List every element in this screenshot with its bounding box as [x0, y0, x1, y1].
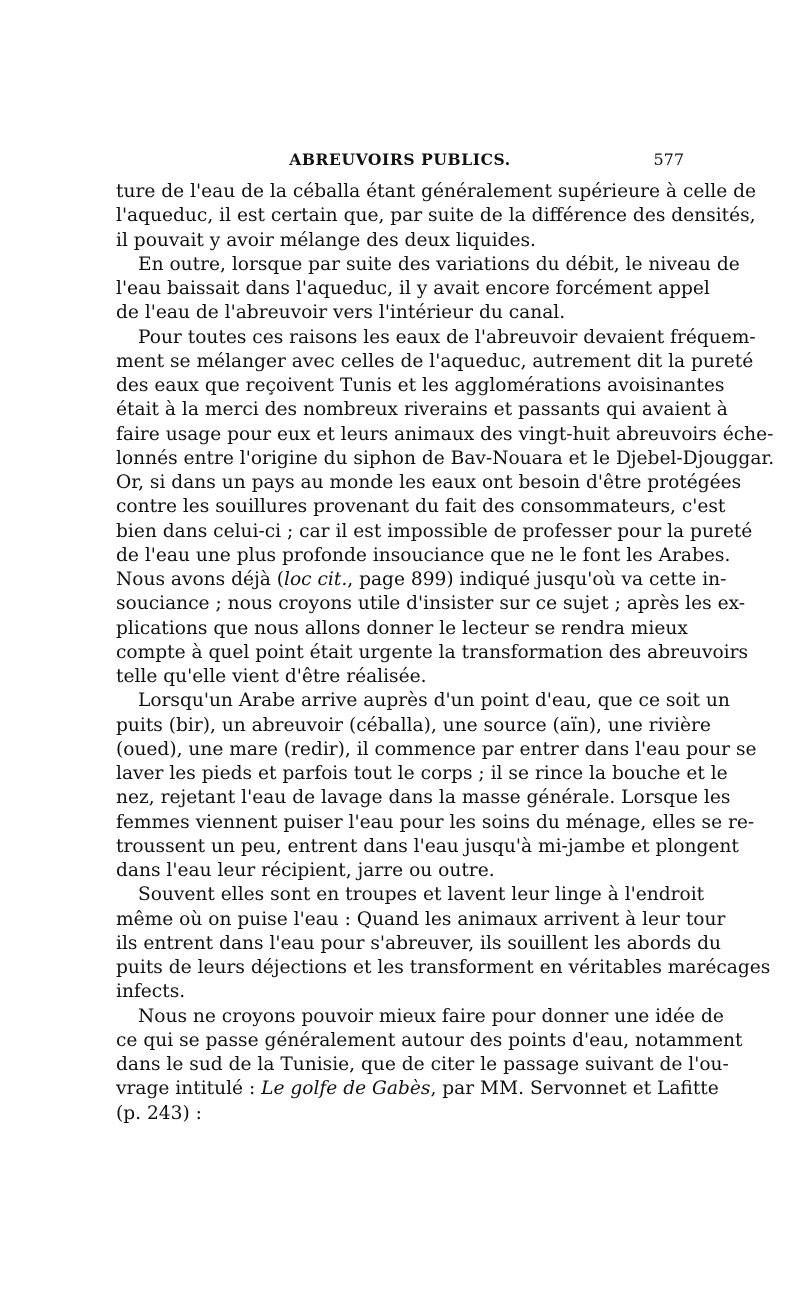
text-line: faire usage pour eux et leurs animaux des vingt-huit abreuvoirs éche- — [116, 423, 774, 445]
paragraph — [116, 180, 757, 253]
text-line: troussent un peu, entrent dans l'eau jusqu'à mi-jambe et plongent — [116, 835, 739, 857]
text-line: même où on puise l'eau : Quand les animaux arrivent à leur tour — [116, 908, 726, 930]
paragraph — [116, 326, 775, 690]
text-line: Or, si dans un pays au monde les eaux ont besoin d'être protégées — [116, 472, 742, 493]
text-line: telle qu'elle vient d'être réalisée. — [116, 666, 427, 687]
text-line: des eaux que reçoivent Tunis et les agglomérations avoisinantes — [116, 375, 725, 396]
text-line: il pouvait y avoir mélange des deux liquides. — [116, 229, 536, 251]
text-line: (oued), une mare (redir), il commence par entrer dans l'eau pour se — [116, 738, 757, 760]
text-line: infects. — [116, 981, 186, 1003]
text-line: (p. 243) : — [116, 1102, 202, 1124]
text-line: ils entrent dans l'eau pour s'abreuver, ils souillent les abords du — [116, 932, 722, 954]
text-line: puits (bir), un abreuvoir (céballa), une source (aïn), une rivière — [116, 714, 711, 736]
text-line: puits de leurs déjections et les transforment en véritables marécages — [116, 957, 771, 978]
text-line: souciance ; nous croyons utile d'insister sur ce sujet ; après les ex- — [116, 593, 746, 615]
page-header — [116, 148, 684, 174]
paragraph — [116, 1005, 743, 1126]
text-line: plications que nous allons donner le lecteur se rendra mieux — [116, 617, 688, 639]
page-number: 577 — [653, 150, 684, 169]
running-head: ABREUVOIRS PUBLICS. — [289, 150, 511, 169]
text-line: Pour toutes ces raisons les eaux de l'abreuvoir devaient fréquem- — [138, 326, 756, 348]
text-line: ment se mélanger avec celles de l'aqueduc, autrement dit la pureté — [116, 350, 754, 372]
paragraph — [116, 689, 757, 883]
text-line: laver les pieds et parfois tout le corps ; il se rince la bouche et le — [116, 763, 728, 784]
text-line: compte à quel point était urgente la transformation des abreuvoirs — [116, 641, 749, 663]
body-text — [116, 180, 775, 1126]
text-line: dans l'eau leur récipient, jarre ou outre. — [116, 860, 495, 881]
text-line: En outre, lorsque par suite des variations du débit, le niveau de — [138, 253, 740, 275]
text-line: de l'eau de l'abreuvoir vers l'intérieur du canal. — [116, 302, 566, 324]
text-line: vrage intitulé : Le golfe de Gabès, par MM. Servonnet et Lafitte — [116, 1078, 719, 1100]
text-line: nez, rejetant l'eau de lavage dans la masse générale. Lorsque les — [116, 787, 731, 809]
text-line: Nous avons déjà (loc cit., page 899) indiqué jusqu'où va cette in- — [116, 569, 727, 590]
text-line: lonnés entre l'origine du siphon de Bav-Nouara et le Djebel-Djouggar. — [116, 447, 775, 469]
text-line: femmes viennent puiser l'eau pour les soins du ménage, elles se re- — [116, 811, 755, 833]
text-line: ce qui se passe généralement autour des points d'eau, notamment — [116, 1029, 743, 1051]
text-line: l'aqueduc, il est certain que, par suite de la différence des densités, — [116, 205, 756, 227]
text-line: était à la merci des nombreux riverains et passants qui avaient à — [116, 399, 728, 421]
text-line: ture de l'eau de la céballa étant généralement supérieure à celle de — [116, 181, 757, 202]
text-line: l'eau baissait dans l'aqueduc, il y avait encore forcément appel — [116, 278, 710, 299]
text-line: contre les souillures provenant du fait des consommateurs, c'est — [116, 496, 726, 518]
text-line: bien dans celui-ci ; car il est impossible de professer pour la pureté — [116, 520, 753, 542]
text-line: dans le sud de la Tunisie, que de citer le passage suivant de l'ou- — [116, 1054, 729, 1075]
text-line: Lorsqu'un Arabe arrive auprès d'un point d'eau, que ce soit un — [138, 690, 730, 712]
text-line: Souvent elles sont en troupes et lavent leur linge à l'endroit — [138, 884, 705, 906]
paragraph — [116, 883, 771, 1004]
text-line: Nous ne croyons pouvoir mieux faire pour donner une idée de — [138, 1005, 724, 1027]
text-line: de l'eau une plus profonde insouciance que ne le font les Arabes. — [116, 544, 731, 566]
paragraph — [116, 253, 740, 326]
